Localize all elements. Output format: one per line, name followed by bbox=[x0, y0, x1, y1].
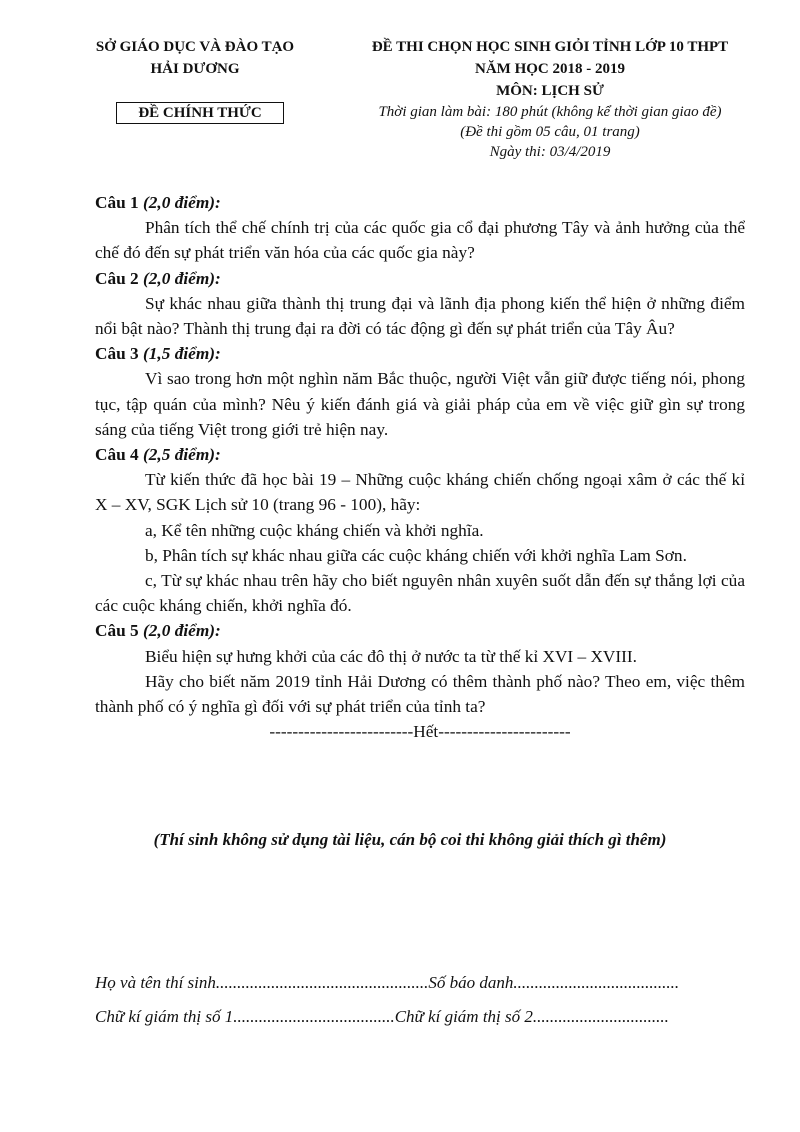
question-label: Câu 5 bbox=[95, 621, 139, 641]
question-label: Câu 4 bbox=[95, 445, 139, 465]
exam-body bbox=[95, 190, 745, 744]
question-5 bbox=[95, 618, 745, 719]
candidate-note: (Thí sinh không sử dụng tài liệu, cán bộ coi thi không giải thích gì thêm) bbox=[153, 830, 667, 849]
department-header bbox=[60, 36, 330, 80]
question-4 bbox=[95, 442, 745, 618]
exam-title: ĐỀ THI CHỌN HỌC SINH GIỎI TỈNH LỚP 10 THPT bbox=[371, 39, 729, 55]
question-points: (1,5 điểm): bbox=[143, 344, 221, 364]
question-label: Câu 1 bbox=[95, 193, 139, 212]
department-line-2: HẢI DƯƠNG bbox=[150, 61, 240, 77]
question-subpart-a: a, Kể tên những cuộc kháng chiến và khởi nghĩa. bbox=[145, 520, 484, 540]
question-subpart-c: c, Từ sự khác nhau trên hãy cho biết nguyên nhân xuyên suốt dẫn đến sự thắng lợi của các cuộc kháng chiến, khởi nghĩa đó. bbox=[95, 571, 745, 616]
candidate-name-line: Họ và tên thí sinh..................................................Số báo danh....................................... bbox=[95, 973, 680, 992]
question-text: Hãy cho biết năm 2019 tỉnh Hải Dương có thêm thành phố nào? Theo em, việc thêm thành phố có ý nghĩa gì đối với sự phát triển của tỉnh ta? bbox=[95, 671, 745, 717]
department-line-1: SỞ GIÁO DỤC VÀ ĐÀO TẠO bbox=[95, 39, 295, 55]
question-3 bbox=[95, 341, 745, 442]
school-year: NĂM HỌC 2018 - 2019 bbox=[475, 61, 625, 77]
subject: MÔN: LỊCH SỬ bbox=[496, 83, 604, 99]
end-marker: -------------------------Hết----------------------- bbox=[269, 722, 571, 742]
exam-header bbox=[335, 36, 765, 162]
question-text: Biểu hiện sự hưng khởi của các đô thị ở nước ta từ thế kỉ XVI – XVIII. bbox=[145, 646, 638, 666]
question-1 bbox=[95, 190, 745, 266]
question-text: Vì sao trong hơn một nghìn năm Bắc thuộc, người Việt vẫn giữ được tiếng nói, phong tục, tập quán của mình? Nêu ý kiến đánh giá và giải pháp của em về việc giữ gìn sự trong sáng của tiếng Việt trong giới trẻ hiện nay. bbox=[95, 369, 745, 439]
question-points: (2,0 điểm): bbox=[143, 193, 221, 212]
exam-composition: (Đề thi gồm 05 câu, 01 trang) bbox=[460, 124, 640, 140]
question-text: Sự khác nhau giữa thành thị trung đại và lãnh địa phong kiến thể hiện ở những điểm nổi bật nào? Thành thị trung đại ra đời có tác động gì đến sự phát triển của Tây Âu? bbox=[95, 293, 745, 339]
exam-duration: Thời gian làm bài: 180 phút (không kể thời gian giao đề) bbox=[378, 104, 722, 120]
question-label: Câu 3 bbox=[95, 344, 139, 364]
question-points: (2,0 điểm): bbox=[143, 621, 221, 641]
question-points: (2,5 điểm): bbox=[143, 445, 221, 465]
question-text: Phân tích thể chế chính trị của các quốc gia cổ đại phương Tây và ảnh hưởng của thể chế đó đến sự phát triển văn hóa của các quốc gia này? bbox=[95, 218, 745, 263]
question-label: Câu 2 bbox=[95, 268, 139, 288]
question-subpart-b: b, Phân tích sự khác nhau giữa các cuộc kháng chiến với khởi nghĩa Lam Sơn. bbox=[145, 545, 687, 565]
official-exam-label: ĐỀ CHÍNH THỨC bbox=[116, 102, 284, 124]
signature-footer bbox=[95, 966, 755, 1034]
question-2 bbox=[95, 266, 745, 342]
question-points: (2,0 điểm): bbox=[143, 268, 221, 288]
proctor-signature-line: Chữ kí giám thị số 1......................................Chữ kí giám thị số 2................................ bbox=[95, 1007, 669, 1026]
question-text: Từ kiến thức đã học bài 19 – Những cuộc kháng chiến chống ngoại xâm ở các thế kỉ X – XV, SGK Lịch sử 10 (trang 96 - 100), hãy: bbox=[95, 470, 745, 515]
exam-date: Ngày thi: 03/4/2019 bbox=[489, 144, 611, 160]
